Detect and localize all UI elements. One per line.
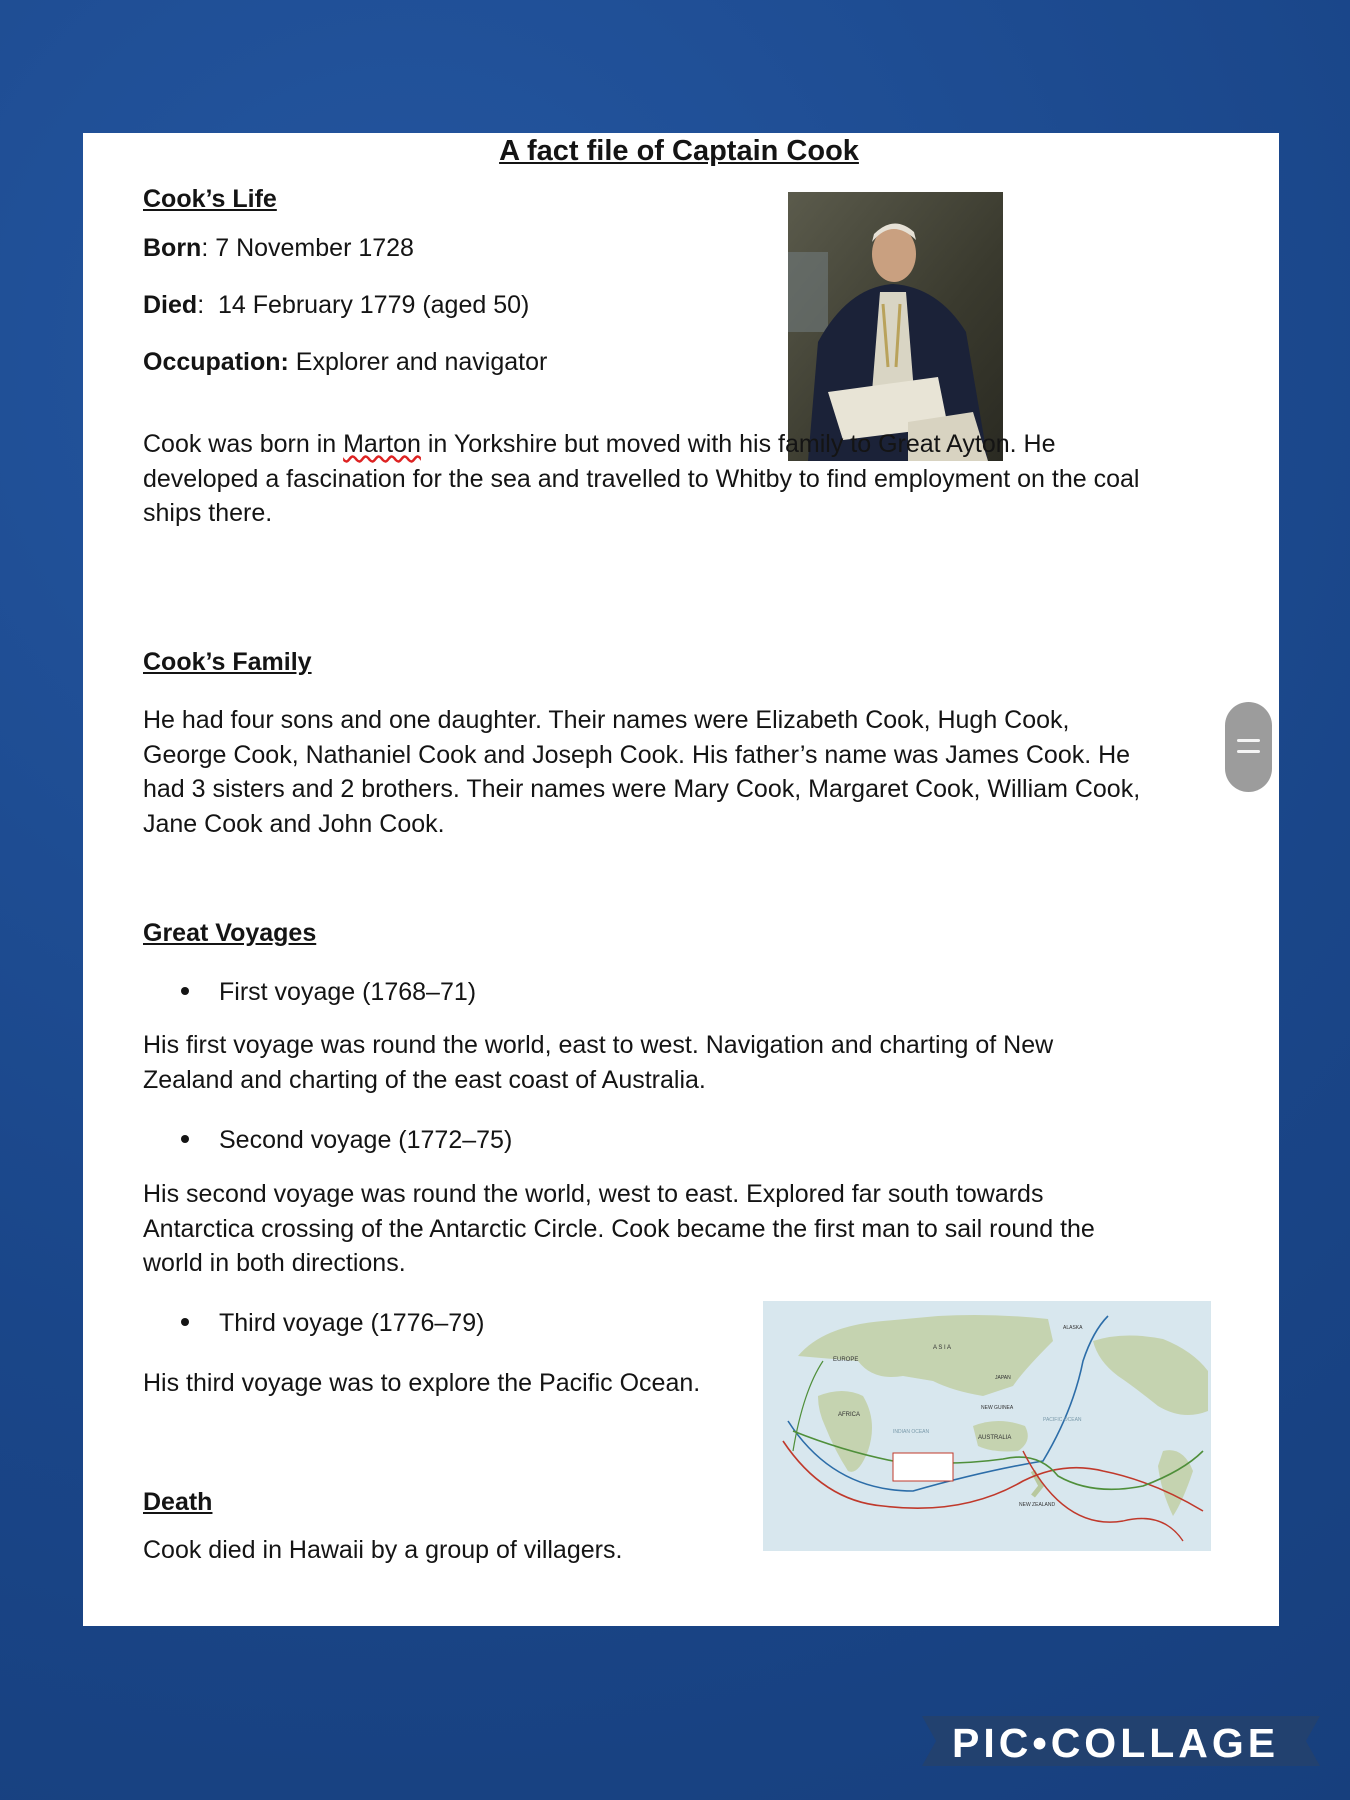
captain-cook-portrait xyxy=(788,192,1003,461)
map-label-japan: JAPAN xyxy=(995,1375,1011,1381)
occupation-value: Explorer and navigator xyxy=(288,348,548,376)
died-label: Died xyxy=(143,291,198,319)
first-voyage-bullet xyxy=(181,978,476,1007)
life-heading: Cook’s Life xyxy=(143,185,277,213)
third-voyage-label: Third voyage (1776–79) xyxy=(219,1309,485,1337)
map-label-indian-ocean: INDIAN OCEAN xyxy=(893,1429,930,1435)
first-voyage-paragraph: His first voyage was round the world, east to west. Navigation and charting of New Zealand and charting of the east coast of Australia. xyxy=(143,1031,1054,1094)
died-value: : 14 February 1779 (aged 50) xyxy=(197,291,530,319)
second-voyage-paragraph: His second voyage was round the world, west to east. Explored far south towards Antarctica crossing of the Antarctic Circle. Cook became the first man to sail round the world in both directions. xyxy=(143,1180,1095,1277)
spellcheck-word: Marton xyxy=(343,430,421,458)
map-label-alaska: ALASKA xyxy=(1063,1325,1083,1331)
map-label-asia: A S I A xyxy=(933,1345,952,1351)
map-label-new-guinea: NEW GUINEA xyxy=(981,1405,1014,1411)
death-heading: Death xyxy=(143,1488,213,1516)
pic-collage-watermark xyxy=(922,1716,1320,1766)
occupation-fact xyxy=(143,348,547,377)
page-title: A fact file of Captain Cook xyxy=(499,135,859,167)
occupation-label: Occupation: xyxy=(143,348,289,376)
bullet-icon xyxy=(181,1318,189,1326)
brand-name: PIC•COLLAGE xyxy=(952,1720,1280,1766)
born-value: : 7 November 1728 xyxy=(201,234,414,262)
bullet-icon xyxy=(181,1135,189,1143)
fact-file-page xyxy=(83,133,1279,1626)
third-voyage-paragraph: His third voyage was to explore the Pacific Ocean. xyxy=(143,1369,701,1397)
map-label-europe: EUROPE xyxy=(833,1357,859,1363)
third-voyage-bullet xyxy=(181,1309,484,1338)
born-fact xyxy=(143,234,414,263)
born-label: Born xyxy=(143,234,202,262)
first-voyage-label: First voyage (1768–71) xyxy=(219,978,477,1006)
map-label-australia: AUSTRALIA xyxy=(978,1435,1012,1441)
map-label-pacific-ocean: PACIFIC OCEAN xyxy=(1043,1417,1082,1423)
death-paragraph: Cook died in Hawaii by a group of villagers. xyxy=(143,1536,623,1564)
died-fact xyxy=(143,291,529,320)
life-paragraph-end: in Yorkshire but moved with his family to Great Ayton. He developed a fascination for the sea and travelled to Whitby to find employment on the coal ships there. xyxy=(143,430,1140,527)
family-paragraph: He had four sons and one daughter. Their names were Elizabeth Cook, Hugh Cook, George Cook, Nathaniel Cook and Joseph Cook. His father’s name was James Cook. He had 3 sisters and 2 brothers. Their names were Mary Cook, Margaret Cook, William Cook, Jane Cook and John Cook. xyxy=(143,706,1141,838)
family-heading: Cook’s Family xyxy=(143,648,312,676)
second-voyage-label: Second voyage (1772–75) xyxy=(219,1126,513,1154)
second-voyage-bullet xyxy=(181,1126,512,1155)
bullet-icon xyxy=(181,987,189,995)
voyages-map xyxy=(763,1301,1211,1551)
life-paragraph xyxy=(143,427,1143,531)
map-label-new-zealand: NEW ZEALAND xyxy=(1019,1502,1056,1508)
voyages-heading: Great Voyages xyxy=(143,919,317,947)
map-label-africa: AFRICA xyxy=(838,1412,861,1418)
scroll-handle[interactable] xyxy=(1225,702,1272,792)
life-paragraph-start: Cook was born in xyxy=(143,430,344,458)
